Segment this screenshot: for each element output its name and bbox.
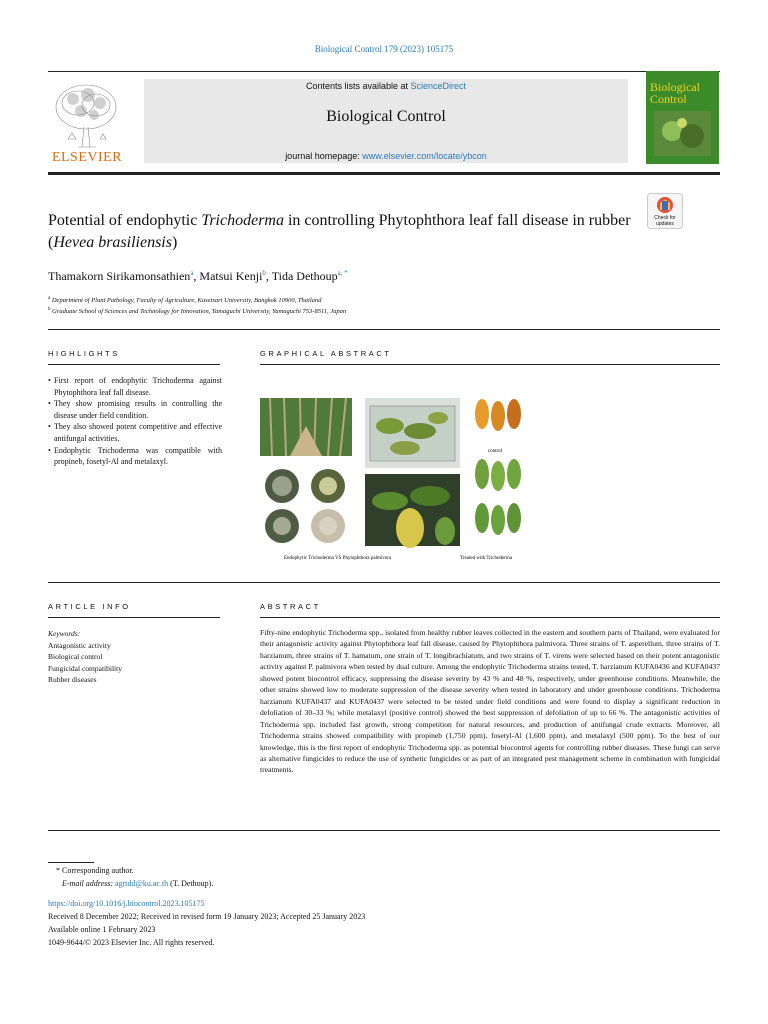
abstract-heading: ABSTRACT [260, 602, 321, 611]
cover-title: Biological Control [650, 80, 700, 106]
author-list: Thamakorn Sirikamonsathien$^a$, Matsui Kenji$^b$, Tida Dethoup$^{a, *}$ [48, 269, 348, 283]
author-name[interactable]: Matsui Kenji [199, 269, 263, 283]
journal-banner [144, 79, 628, 163]
journal-reference-link[interactable]: Biological Control 179 (2023) 105175 [314, 44, 454, 54]
journal-homepage-link[interactable]: www.elsevier.com/locate/ybcon [362, 151, 487, 161]
section-divider [48, 329, 720, 330]
email-line: E-mail address: agrtdd@ku.ac.th (T. Dethoup). [62, 879, 214, 888]
highlights-rule [48, 364, 220, 365]
online-date: Available online 1 February 2023 [48, 925, 156, 934]
author-name[interactable]: Tida Dethoup [271, 269, 338, 283]
check-for-updates-label[interactable]: Check for updates [654, 215, 676, 227]
abstract-text: Fifty-nine endophytic Trichoderma spp., isolated from healthy rubber leaves collected in the eastern and southern parts of Thailand, were evaluated for their antagonistic activity against Phytophthora leaf fall disease, caused by Phytophthora palmivora. Three strains of T. asperellum, three strains of T. harzianum, three strains of T. hamatum, one strain of T. longibrachiatum, and two strains of T. virens were selected based on their potent antagonistic activity against P. palmivora when tested by dual culture. Among the endophytic Trichoderma strains tested, T. harzianum KUFA0436 and KUFA0437 showed potent biocontrol efficacy, suppressing the disease severity by 43 % and 48 %, respectively, under greenhouse conditions. Meanwhile, the other strains showed low to moderate suppression of the disease severity when tested in laboratory and under greenhouse conditions. Trichoderma harzianum KUFA0437 and KUFA0437 were selected to be tested under field conditions and were found to display a significant reduction in defoliation of 30–33 %; while metalaxyl (positive control) showed the best suppression of defoliation of up to 66 %. The antagonistic activities of Trichoderma spp. included fast growth, strong competition for natural resources, and production of antifungal crude extracts. Moreover, all Trichoderma strains showed compatibility with propineb (1,750 ppm), fosetyl-Al (1,600 ppm), and metalaxyl (500 ppm). To the best of our knowledge, this is the first report of endophytic Trichoderma spp. as potential biocontrol agents for controlling rubber diseases. These fungi can serve as alternative fungicides to reduce the use of synthetic fungicides or as part of an integrated pest management scheme in combination with fungicidal treatments. [260, 628, 720, 775]
highlight-item: • They also showed potent competitive and effective antifungal activities. [48, 421, 222, 444]
email-link[interactable]: agrtdd@ku.ac.th [115, 879, 169, 888]
cover-image [654, 111, 711, 156]
keywords-label: Keywords: [48, 629, 81, 638]
abstract-rule [260, 617, 720, 618]
highlight-item: • They show promising results in controlling the disease under field condition. [48, 398, 222, 421]
graphical-abstract-rule [260, 364, 720, 365]
section-divider [48, 582, 720, 583]
header-top-rule [48, 71, 720, 72]
section-divider [48, 830, 720, 831]
received-dates: Received 8 December 2022; Received in revised form 19 January 2023; Accepted 25 January 2023 [48, 912, 366, 921]
highlights-heading: HIGHLIGHTS [48, 349, 120, 358]
journal-cover[interactable] [646, 71, 719, 164]
journal-title: Biological Control [326, 108, 446, 125]
author-name[interactable]: Thamakorn Sirikamonsathien [48, 269, 191, 283]
article-info-rule [48, 617, 220, 618]
doi-link[interactable]: https://doi.org/10.1016/j.biocontrol.2023.105175 [48, 899, 205, 908]
corresponding-author-note: * Corresponding author. [56, 866, 134, 875]
ga-control-label: control [487, 449, 503, 454]
keywords-block [48, 628, 122, 686]
ga-caption-right: Treated with Trichoderma [460, 556, 513, 561]
publisher-logo-text: ELSEVIER [51, 150, 123, 165]
graphical-abstract-heading: GRAPHICAL ABSTRACT [260, 349, 392, 358]
keyword: Antagonistic activity [48, 640, 111, 650]
journal-homepage: journal homepage: www.elsevier.com/locate/ybcon [285, 151, 487, 161]
keyword: Fungicidal compatibility [48, 663, 122, 673]
affiliation-b: $^b$ Graduate School of Sciences and Technology for Innovation, Yamaguchi University, Yamaguchi 753-8511, Japan [48, 307, 347, 316]
affiliation-a: $^a$ Department of Plant Pathology, Faculty of Agriculture, Kasetsart University, Bangkok 10900, Thailand [48, 296, 322, 305]
sciencedirect-link[interactable]: ScienceDirect [410, 81, 467, 91]
copyright: 1049-9644/© 2023 Elsevier Inc. All rights reserved. [48, 938, 215, 947]
contents-line: Contents lists available at ScienceDirect [305, 81, 467, 91]
highlight-item: • Endophytic Trichoderma was compatible with propineb, fosetyl-Al and metalaxyl. [48, 445, 222, 468]
header-bottom-rule [48, 172, 720, 175]
article-title: Potential of endophytic Trichoderma in controlling Phytophthora leaf fall disease in rubber (Hevea brasiliensis) [48, 212, 631, 251]
highlight-item: • First report of endophytic Trichoderma against Phytophthora leaf fall disease. [48, 375, 222, 398]
footnote-rule [48, 862, 94, 863]
keyword: Biological control [48, 652, 103, 661]
keyword: Rubber diseases [48, 675, 97, 684]
article-info-heading: ARTICLE INFO [48, 602, 131, 611]
graphical-abstract-image [260, 396, 528, 566]
ga-caption-left: Endophytic Trichoderma VS Phytophthora palmivora [284, 556, 392, 561]
highlights-list [48, 375, 222, 468]
